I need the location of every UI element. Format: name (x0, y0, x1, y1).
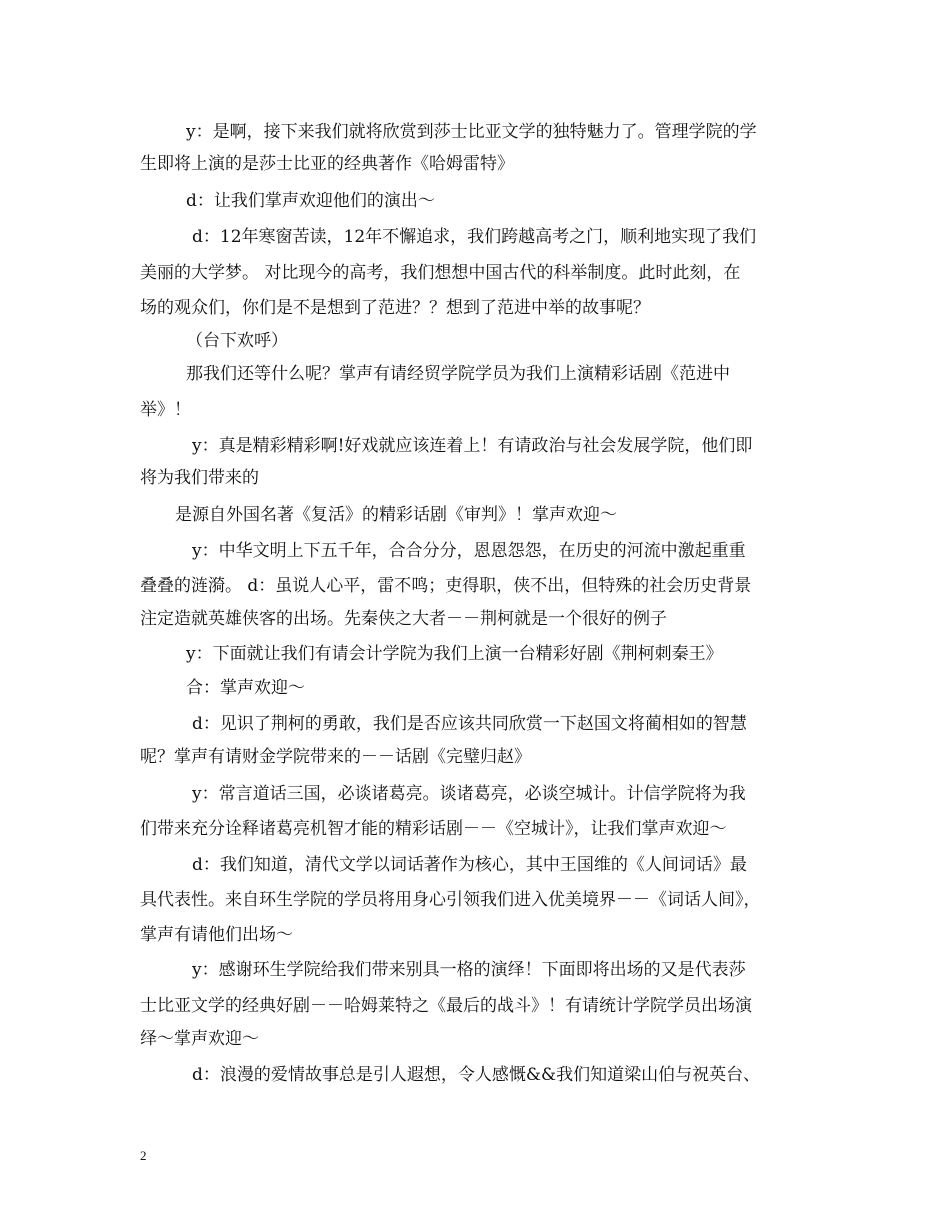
text-line: 们带来充分诠释诸葛亮机智才能的精彩话剧－－《空城计》，让我们掌声欢迎～ (140, 819, 727, 839)
page-number: 2 (140, 1148, 147, 1163)
text-line: y：感谢环生学院给我们带来别具一格的演绎！下面即将出场的又是代表莎 (192, 960, 746, 980)
text-line: 注定造就英雄侠客的出场。先秦侠之大者－－荆柯就是一个很好的例子 (140, 609, 667, 629)
text-line: 具代表性。来自环生学院的学员将用身心引领我们进入优美境界－－《词话人间》， (140, 890, 761, 910)
text-line: 场的观众们，你们是不是想到了范进？？想到了范进中举的故事呢？ (140, 298, 650, 318)
text-line: d：见识了荆柯的勇敢，我们是否应该共同欣赏一下赵国文将蔺相如的智慧 (192, 714, 747, 734)
text-line: 叠叠的涟漪。 d：虽说人心平，雷不鸣；吏得职，侠不出，但特殊的社会历史背景 (140, 576, 752, 596)
text-line: 举》！ (140, 400, 191, 420)
text-line: d：12年寒窗苦读，12年不懈追求，我们跨越高考之门，顺利地实现了我们 (192, 227, 757, 247)
text-line: 合：掌声欢迎～ (186, 678, 305, 698)
text-line: d：我们知道，清代文学以词话著作为核心，其中王国维的《人间词话》最 (192, 855, 747, 875)
text-line: 美丽的大学梦。 对比现今的高考，我们想想中国古代的科举制度。此时此刻，在 (140, 263, 741, 283)
text-line: 掌声有请他们出场～ (140, 925, 293, 945)
text-line: y：常言道话三国，必谈诸葛亮。谈诸葛亮，必谈空城计。计信学院将为我 (192, 784, 746, 804)
text-line: y：真是精彩精彩啊!好戏就应该连着上！有请政治与社会发展学院，他们即 (192, 436, 753, 456)
text-line: 生即将上演的是莎士比亚的经典著作《哈姆雷特》 (140, 154, 514, 174)
text-line: 呢？掌声有请财金学院带来的－－话剧《完璧归赵》 (140, 747, 531, 767)
text-line: d：浪漫的爱情故事总是引人遐想，令人感慨&&我们知道梁山伯与祝英台、 (192, 1065, 761, 1085)
text-line: 将为我们带来的 (140, 468, 259, 488)
text-line: d：让我们掌声欢迎他们的演出～ (186, 191, 435, 211)
text-line: 绎～掌声欢迎～ (140, 1029, 259, 1049)
text-line: y：是啊，接下来我们就将欣赏到莎士比亚文学的独特魅力了。管理学院的学 (186, 122, 757, 142)
text-line: 那我们还等什么呢？掌声有请经贸学院学员为我们上演精彩话剧《范进中 (186, 364, 730, 384)
text-line: y：中华文明上下五千年，合合分分，恩恩怨怨，在历史的河流中激起重重 (192, 541, 746, 561)
text-line: 士比亚文学的经典好剧－－哈姆莱特之《最后的战斗》！有请统计学院学员出场演 (140, 996, 752, 1016)
text-line: （台下欢呼） (186, 331, 288, 351)
text-line: y：下面就让我们有请会计学院为我们上演一台精彩好剧《荆柯刺秦王》 (186, 644, 723, 664)
text-line: 是源自外国名著《复活》的精彩话剧《审判》！掌声欢迎～ (175, 505, 617, 525)
